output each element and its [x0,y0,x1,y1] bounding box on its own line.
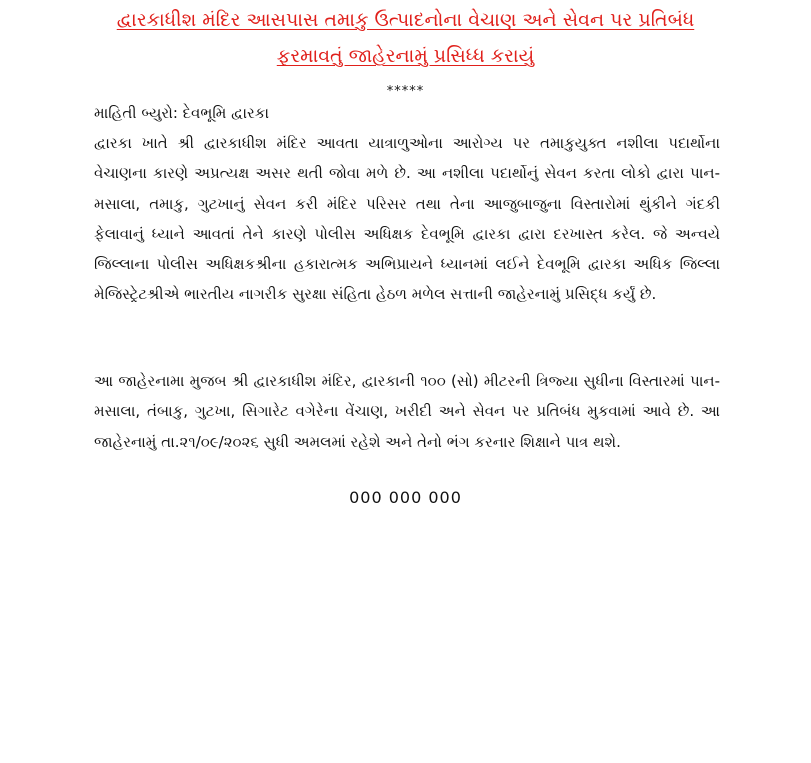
headline-line-1: દ્વારકાધીશ મંદિર આસપાસ તમાકુ ઉત્પાદનોના વેચાણ અને સેવન પર પ્રતિબંધ [116,9,695,31]
separator-stars: ***** [386,84,425,99]
footer-code: 000 000 000 [349,488,462,507]
headline-line-2: ફરમાવતું જાહેરનામું પ્રસિધ્ધ કરાયું [276,45,535,67]
body-paragraph-1: દ્વારકા ખાતે શ્રી દ્વારકાધીશ મંદિર આવતા યાત્રાળુઓના આરોગ્ય પર તમાકુયુક્ત નશીલા પદાર્થોના વેચાણના કારણે અપ્રત્યક્ષ અસર થતી જોવા મળે છે. આ નશીલા પદાર્થોનું સેવન કરતા લોકો દ્વારા પાન-મસાલા, તમાકુ, ગુટખાનું સેવન કરી મંદિર પરિસર તથા તેના આજુબાજુના વિસ્તારોમાં થુંકીને ગંદકી ફેલાવાનું ધ્યાને આવતાં તેને કારણે પોલીસ અધિક્ષક દેવભૂમિ દ્વારકા દ્વારા દરખાસ્ત કરેલ. જે અન્વયે જિલ્લાના પોલીસ અધિક્ષકશ્રીના હકારાત્મક અભિપ્રાયને ધ્યાનમાં લઈને દેવભૂમિ દ્વારકા અધિક જિલ્લા મેજિસ્ટ્રેટશ્રીએ ભારતીય નાગરીક સુરક્ષા સંહિતા હેઠળ મળેલ સત્તાની જાહેરનામું પ્રસિદ્ધ કર્યું છે. [94,134,720,304]
byline: માહિતી બ્યુરો: દેવભૂમિ દ્વારકા [94,104,270,122]
body-paragraph-2: આ જાહેરનામા મુજબ શ્રી દ્વારકાધીશ મંદિર, દ્વારકાની ૧૦૦ (સો) મીટરની ત્રિજ્યા સુધીના વિસ્તારમાં પાન-મસાલા, તંબાકુ, ગુટખા, સિગારેટ વગેરેના વેંચાણ, ખરીદી અને સેવન પર પ્રતિબંધ મુકવામાં આવે છે. આ જાહેરનામું તા.૨૧/૦૯/૨૦૨૬ સુધી અમલમાં રહેશે અને તેનો ભંગ કરનાર શિક્ષાને પાત્ર થશે. [94,372,720,451]
